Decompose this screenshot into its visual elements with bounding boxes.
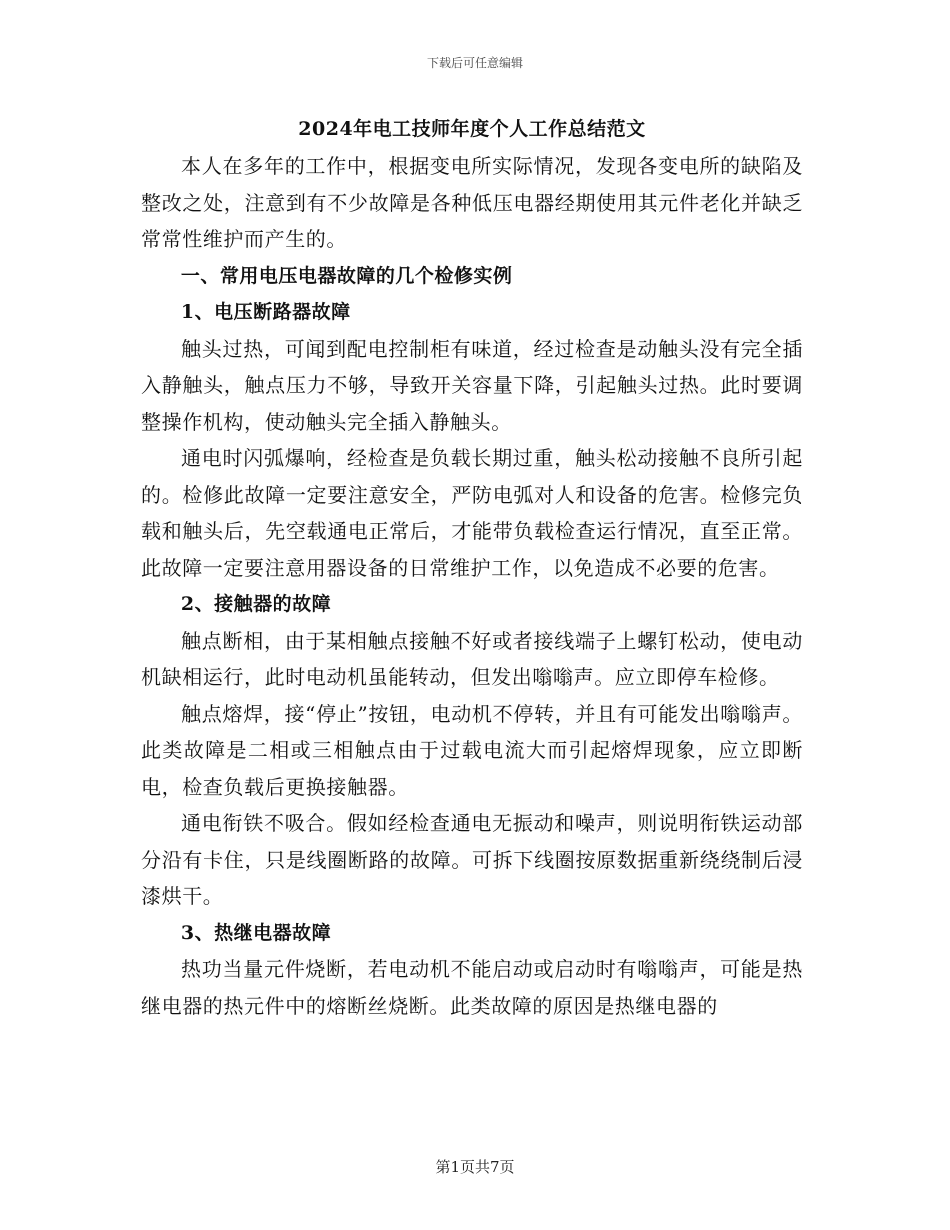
document-title: 2024年电工技师年度个人工作总结范文 xyxy=(298,118,646,140)
paragraph: 热功当量元件烧断，若电动机不能启动或启动时有嗡嗡声，可能是热继电器的热元件中的熔断丝烧断。此类故障的原因是热继电器的 xyxy=(141,957,803,1018)
subsection-heading-2: 2、接触器的故障 xyxy=(180,593,332,615)
subsection-heading-3: 3、热继电器故障 xyxy=(180,921,332,944)
paragraph-intro: 本人在多年的工作中，根据变电所实际情况，发现各变电所的缺陷及整改之处，注意到有不少故障是各种低压电器经期使用其元件老化并缺乏常常性维护而产生的。 xyxy=(141,154,803,251)
subsection-heading-1: 1、电压断路器故障 xyxy=(180,301,351,323)
page-footer: 第1页共7页 xyxy=(435,1158,515,1176)
paragraph: 通电衔铁不吸合。假如经检查通电无振动和噪声，则说明衔铁运动部分沿有卡住，只是线圈断路的故障。可拆下线圈按原数据重新绕绕制后浸漆烘干。 xyxy=(141,811,803,908)
paragraph: 触点断相，由于某相触点接触不好或者接线端子上螺钉松动，使电动机缺相运行，此时电动机虽能转动，但发出嗡嗡声。应立即停车检修。 xyxy=(141,628,803,689)
paragraph: 触头过热，可闻到配电控制柜有味道，经过检查是动触头没有完全插入静触头，触点压力不够，导致开关容量下降，引起触头过热。此时要调整操作机构，使动触头完全插入静触头。 xyxy=(141,336,803,434)
document-body xyxy=(141,114,803,1024)
paragraph: 通电时闪弧爆响，经检查是负载长期过重，触头松动接触不良所引起的。检修此故障一定要注意安全，严防电弧对人和设备的危害。检修完负载和触头后，先空载通电正常后，才能带负载检查运行情况，直至正常。此故障一定要注意用器设备的日常维护工作，以免造成不必要的危害。 xyxy=(141,446,803,580)
paragraph: 触点熔焊，接“停止”按钮，电动机不停转，并且有可能发出嗡嗡声。此类故障是二相或三相触点由于过载电流大而引起熔焊现象，应立即断电，检查负载后更换接触器。 xyxy=(141,701,803,799)
header-note: 下载后可任意编辑 xyxy=(426,56,523,70)
section-heading-1: 一、常用电压电器故障的几个检修实例 xyxy=(180,264,513,287)
